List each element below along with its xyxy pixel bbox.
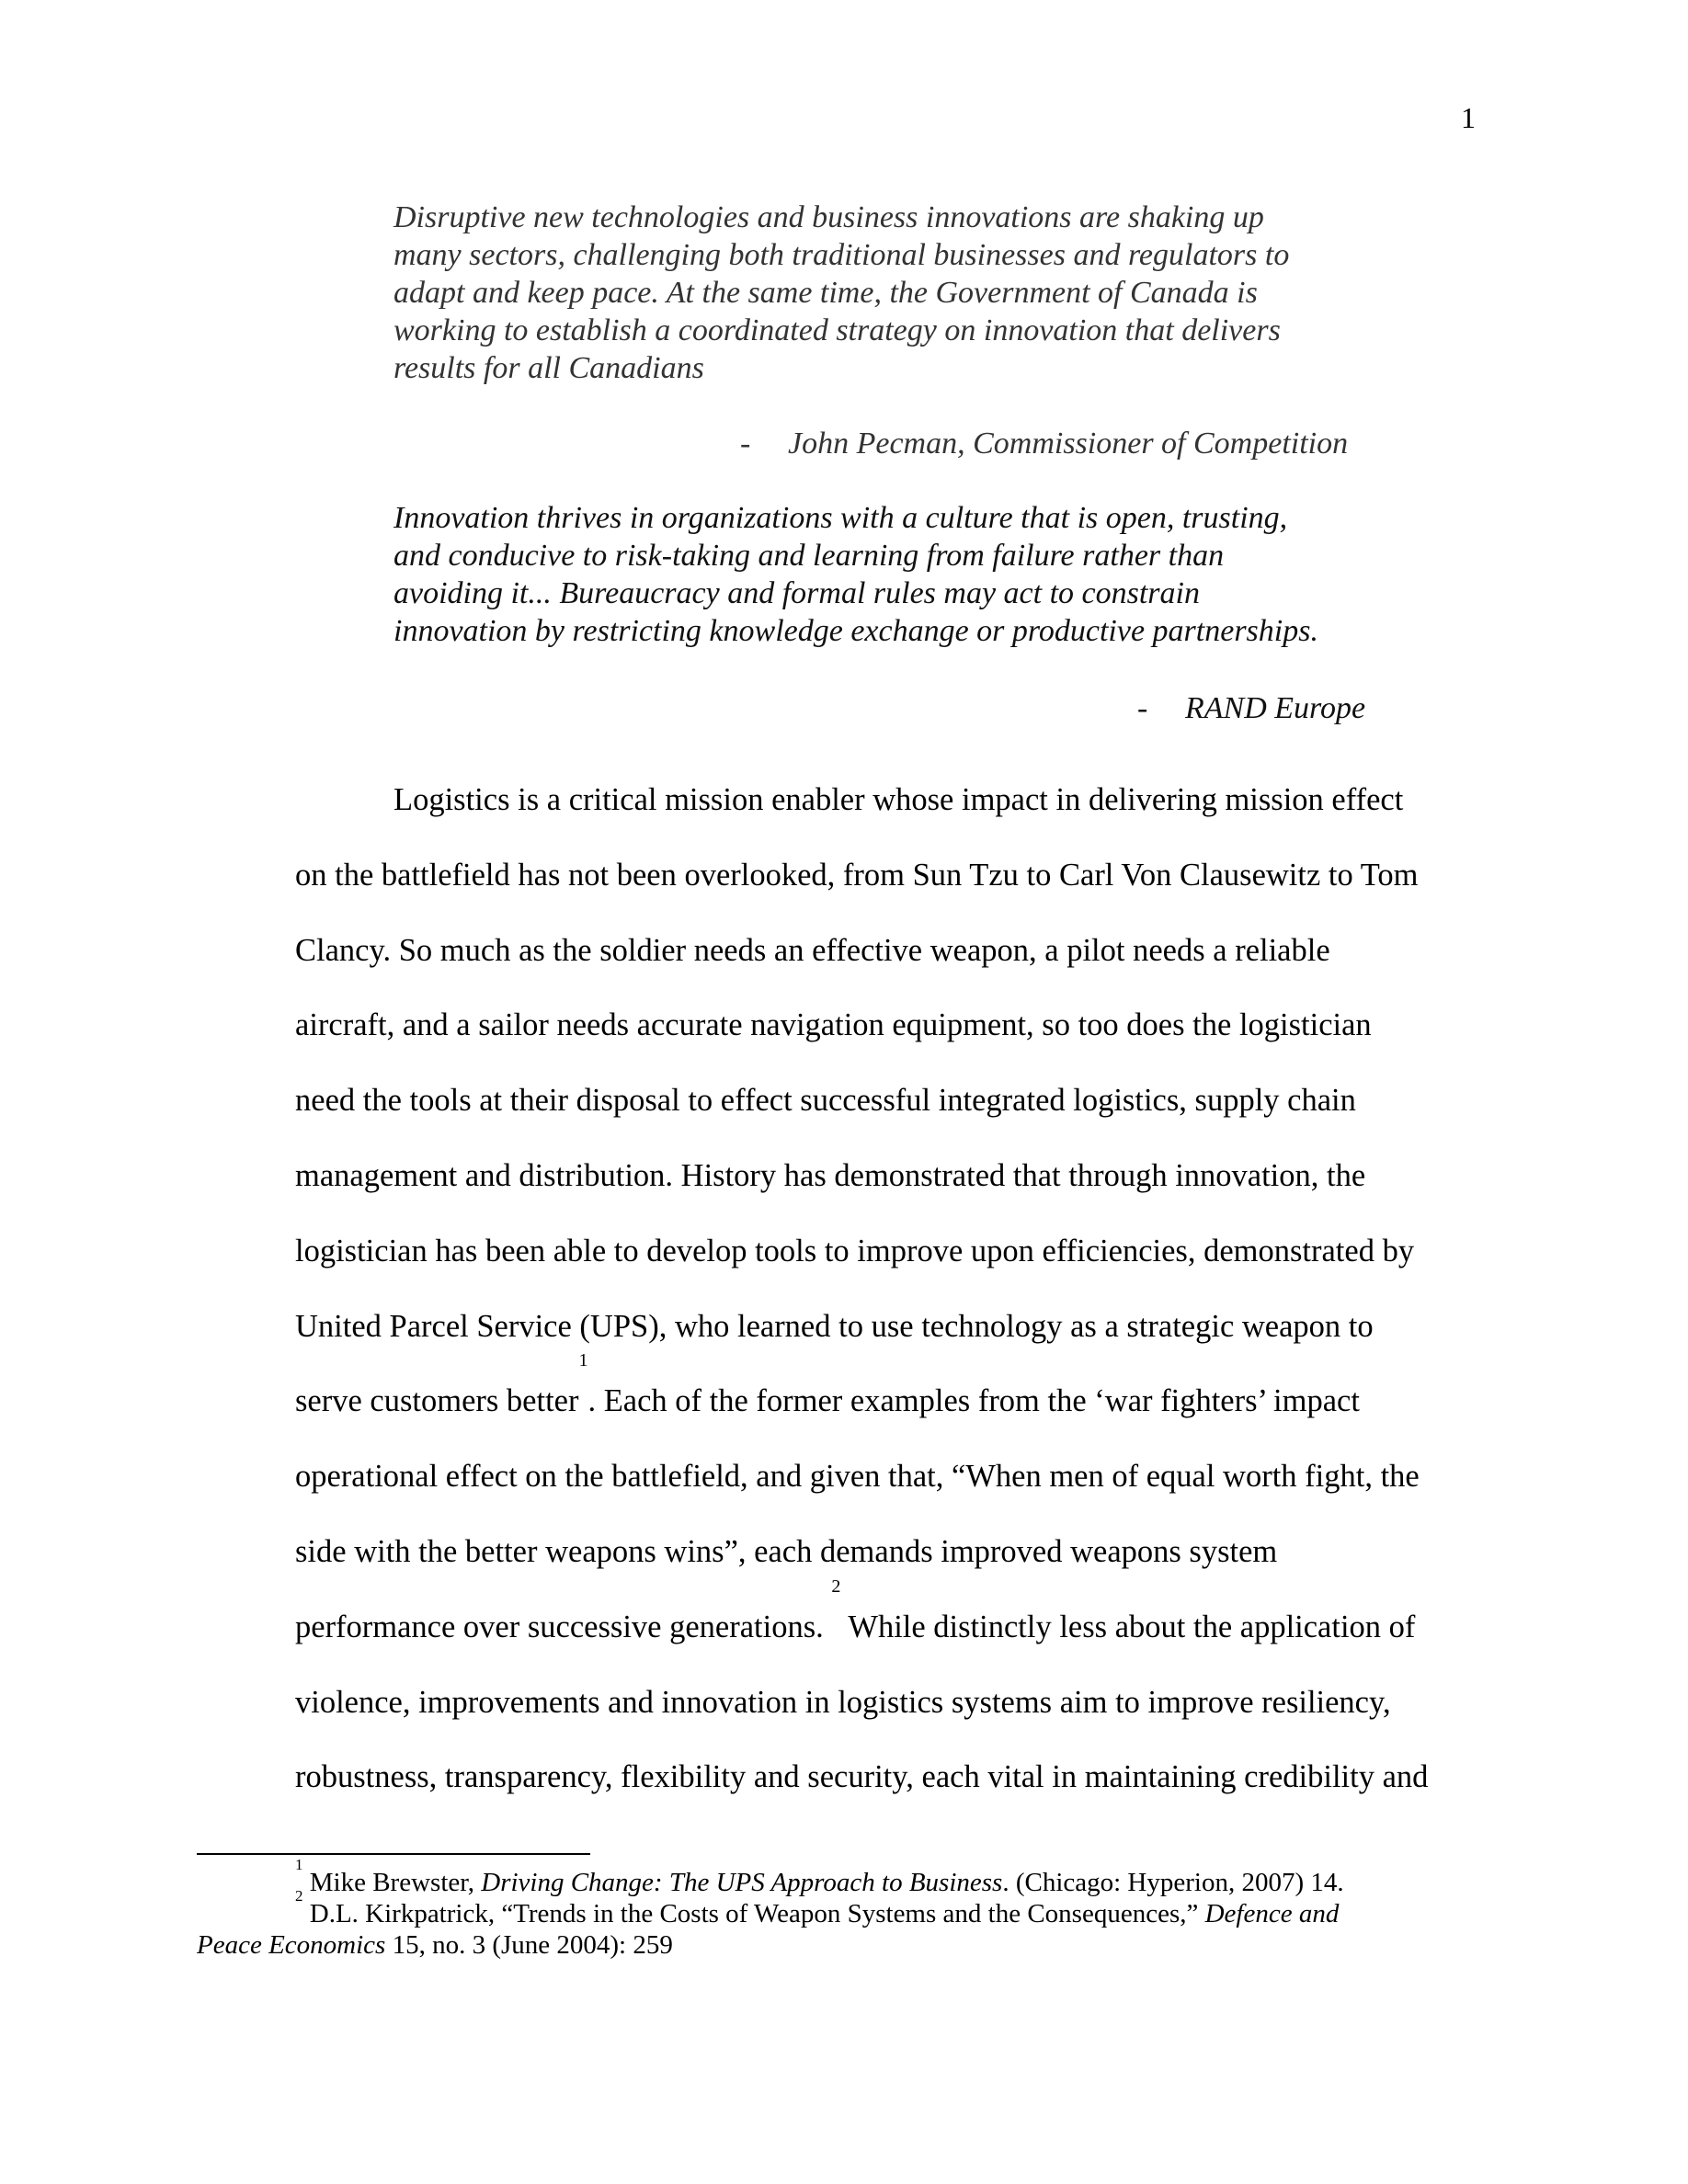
footnote-text: Mike Brewster, xyxy=(302,1868,482,1897)
body-line: Clancy. So much as the soldier needs an effective weapon, a pilot needs a reliable xyxy=(295,932,1330,968)
epigraph-line: avoiding it... Bureaucracy and formal rules may act to constrain xyxy=(393,576,1200,610)
body-line: logistician has been able to develop tools to improve upon efficiencies, demonstrated by xyxy=(295,1233,1415,1268)
body-line: aircraft, and a sailor needs accurate navigation equipment, so too does the logistician xyxy=(295,1007,1372,1043)
footnote-separator xyxy=(197,1853,590,1855)
body-line: management and distribution. History has demonstrated that through innovation, the xyxy=(295,1157,1366,1193)
epigraph-line: adapt and keep pace. At the same time, the Government of Canada is xyxy=(393,276,1258,310)
epigraph-quote-1 xyxy=(393,199,1405,387)
body-line: side with the better weapons wins”, each demands improved weapons system xyxy=(295,1533,1278,1569)
attribution-name: John Pecman, Commissioner of Competition xyxy=(788,427,1349,461)
epigraph-quote-2 xyxy=(393,499,1405,650)
body-line: on the battlefield has not been overlooked, from Sun Tzu to Carl Von Clausewitz to Tom xyxy=(295,857,1419,893)
body-paragraph xyxy=(295,763,1490,1815)
footnote-1 xyxy=(295,1856,1500,1898)
body-line: Logistics is a critical mission enabler whose impact in delivering mission effect xyxy=(393,782,1404,817)
footnote-journal-title: Defence and xyxy=(1204,1899,1340,1928)
body-line: robustness, transparency, flexibility and security, each vital in maintaining credibility and xyxy=(295,1759,1429,1795)
epigraph-line: innovation by restricting knowledge exchange or productive partnerships. xyxy=(393,614,1318,648)
footnote-journal-title: Peace Economics xyxy=(197,1930,386,1960)
attribution-dash: - xyxy=(1137,691,1148,725)
footnote-ref-1[interactable]: 1 xyxy=(578,1350,588,1371)
epigraph-line: results for all Canadians xyxy=(393,351,704,385)
footnote-2 xyxy=(295,1887,1500,1929)
body-line: violence, improvements and innovation in logistics systems aim to improve resiliency, xyxy=(295,1684,1391,1720)
body-text-segment: While distinctly less about the application of xyxy=(840,1609,1416,1644)
footnote-text: 15, no. 3 (June 2004): 259 xyxy=(385,1930,673,1960)
attribution-dash: - xyxy=(740,427,751,461)
body-line xyxy=(295,1350,1490,1439)
footnotes xyxy=(197,1856,1500,1961)
epigraph-line: many sectors, challenging both traditional businesses and regulators to xyxy=(393,238,1290,272)
body-text-segment: performance over successive generations. xyxy=(295,1609,832,1644)
body-line: need the tools at their disposal to effect successful integrated logistics, supply chain xyxy=(295,1083,1356,1119)
footnote-text: D.L. Kirkpatrick, “Trends in the Costs of Weapon Systems and the Consequences,” xyxy=(302,1899,1205,1928)
body-line: operational effect on the battlefield, and given that, “When men of equal worth fight, the xyxy=(295,1459,1420,1495)
epigraph-line: Innovation thrives in organizations with a culture that is open, trusting, xyxy=(393,501,1288,535)
attribution-name: RAND Europe xyxy=(1185,691,1366,725)
footnote-ref-2[interactable]: 2 xyxy=(831,1575,841,1597)
epigraph-attribution-2 xyxy=(1137,689,1365,727)
footnote-text: . (Chicago: Hyperion, 2007) 14. xyxy=(1002,1868,1344,1897)
epigraph-line: working to establish a coordinated strategy on innovation that delivers xyxy=(393,313,1281,347)
footnote-book-title: Driving Change: The UPS Approach to Business xyxy=(481,1868,1003,1897)
epigraph-attribution-1 xyxy=(740,425,1348,462)
body-line: United Parcel Service (UPS), who learned to use technology as a strategic weapon to xyxy=(295,1308,1374,1344)
body-line xyxy=(295,1575,1490,1666)
footnote-number: 2 xyxy=(295,1887,303,1905)
body-text-segment: . Each of the former examples from the ‘war fighters’ impact xyxy=(587,1383,1360,1419)
epigraph-line: Disruptive new technologies and business innovations are shaking up xyxy=(393,200,1264,234)
epigraph-line: and conducive to risk-taking and learning from failure rather than xyxy=(393,539,1225,573)
body-text-segment: serve customers better xyxy=(295,1383,579,1419)
page-number: 1 xyxy=(1461,101,1476,134)
footnote-2-continued xyxy=(197,1929,1500,1961)
footnote-number: 1 xyxy=(295,1856,303,1873)
